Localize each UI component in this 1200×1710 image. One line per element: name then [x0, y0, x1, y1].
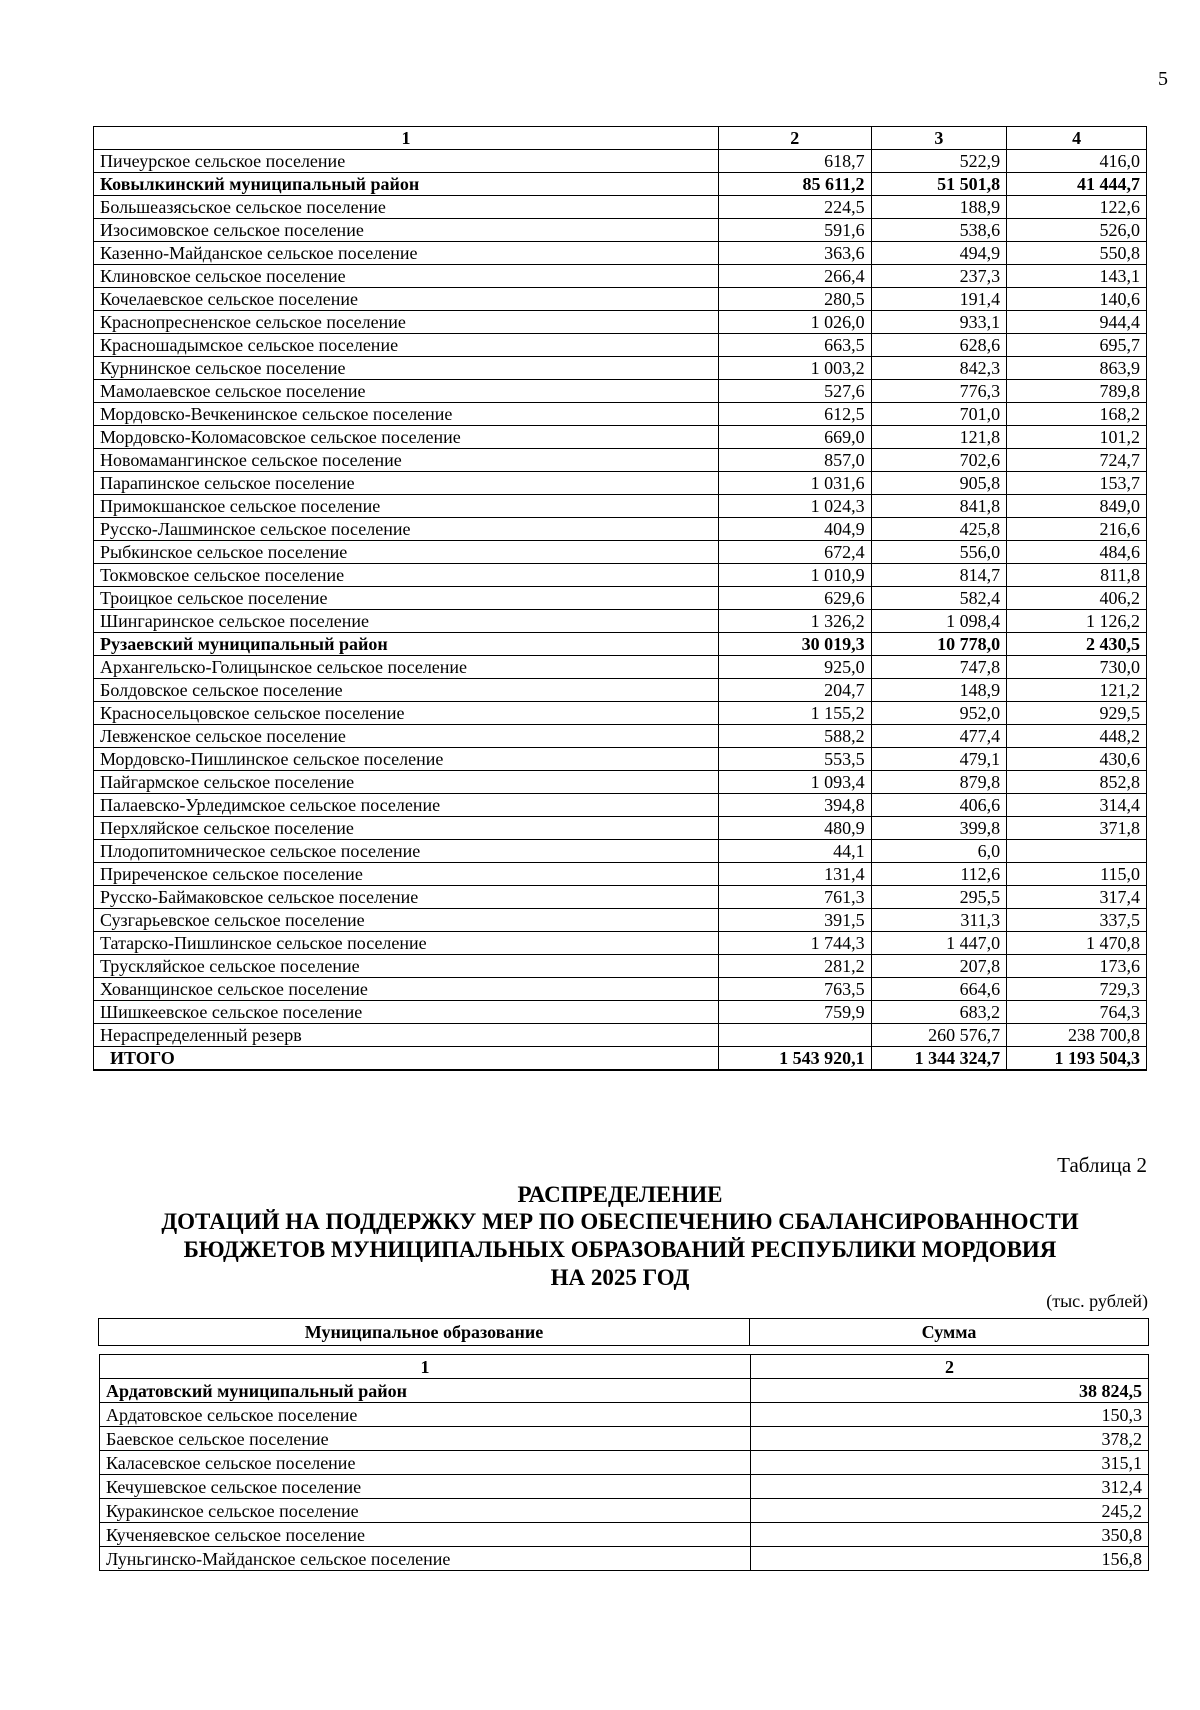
table-row — [100, 1403, 1149, 1427]
value-cell-3: 311,3 — [871, 909, 1007, 932]
units-note: (тыс. рублей) — [1046, 1291, 1148, 1311]
municipality-cell: Нераспределенный резерв — [94, 1024, 719, 1047]
table-row — [100, 1475, 1149, 1499]
value-cell-3: 295,5 — [871, 886, 1007, 909]
balance-subsidy-table — [99, 1354, 1149, 1571]
table1-header-row — [94, 127, 1147, 150]
value-cell-2: 224,5 — [719, 196, 872, 219]
value-cell-3: 188,9 — [871, 196, 1007, 219]
table-row — [100, 1427, 1149, 1451]
table2-header-row — [99, 1319, 1149, 1346]
value-cell-3: 747,8 — [871, 656, 1007, 679]
municipality-cell: Кочелаевское сельское поселение — [94, 288, 719, 311]
municipality-cell: Русско-Баймаковское сельское поселение — [94, 886, 719, 909]
table-row — [94, 150, 1147, 173]
municipality-cell: Троицкое сельское поселение — [94, 587, 719, 610]
value-cell-2 — [719, 1024, 872, 1047]
value-cell-4: 695,7 — [1007, 334, 1147, 357]
table-row — [94, 748, 1147, 771]
value-cell-3: 683,2 — [871, 1001, 1007, 1024]
value-cell-3: 1 098,4 — [871, 610, 1007, 633]
municipality-cell: Казенно-Майданское сельское поселение — [94, 242, 719, 265]
municipality-cell: Мордовско-Вечкенинское сельское поселение — [94, 403, 719, 426]
value-cell-3: 841,8 — [871, 495, 1007, 518]
value-cell-4: 140,6 — [1007, 288, 1147, 311]
sum-cell: 245,2 — [751, 1499, 1149, 1523]
value-cell-4: 314,4 — [1007, 794, 1147, 817]
value-cell-2: 663,5 — [719, 334, 872, 357]
sum-cell: 378,2 — [751, 1427, 1149, 1451]
value-cell-4: 416,0 — [1007, 150, 1147, 173]
value-cell-4: 371,8 — [1007, 817, 1147, 840]
value-cell-2: 131,4 — [719, 863, 872, 886]
value-cell-3: 842,3 — [871, 357, 1007, 380]
value-cell-4: 730,0 — [1007, 656, 1147, 679]
table-title-line-1: РАСПРЕДЕЛЕНИЕ — [517, 1182, 723, 1207]
value-cell-2: 591,6 — [719, 219, 872, 242]
value-cell-4: 430,6 — [1007, 748, 1147, 771]
table-row — [94, 173, 1147, 196]
municipality-cell: Шишкеевское сельское поселение — [94, 1001, 719, 1024]
municipality-cell: Хованщинское сельское поселение — [94, 978, 719, 1001]
value-cell-4: 1 126,2 — [1007, 610, 1147, 633]
value-cell-4: 484,6 — [1007, 541, 1147, 564]
value-cell-2: 30 019,3 — [719, 633, 872, 656]
value-cell-2: 44,1 — [719, 840, 872, 863]
value-cell-3: 148,9 — [871, 679, 1007, 702]
value-cell-3: 776,3 — [871, 380, 1007, 403]
value-cell-3: 494,9 — [871, 242, 1007, 265]
table-row — [94, 794, 1147, 817]
table-row — [94, 403, 1147, 426]
value-cell-4: 526,0 — [1007, 219, 1147, 242]
value-cell-4: 849,0 — [1007, 495, 1147, 518]
table-row — [94, 955, 1147, 978]
column-number-4: 4 — [1007, 127, 1147, 150]
value-cell-4: 406,2 — [1007, 587, 1147, 610]
municipality-cell: ИТОГО — [94, 1047, 719, 1071]
municipality-cell: Мамолаевское сельское поселение — [94, 380, 719, 403]
value-cell-4: 863,9 — [1007, 357, 1147, 380]
table-row — [94, 449, 1147, 472]
value-cell-3: 260 576,7 — [871, 1024, 1007, 1047]
municipality-cell: Татарско-Пишлинское сельское поселение — [94, 932, 719, 955]
value-cell-3: 1 344 324,7 — [871, 1047, 1007, 1071]
value-cell-2: 363,6 — [719, 242, 872, 265]
table-row — [100, 1499, 1149, 1523]
municipality-cell: Примокшанское сельское поселение — [94, 495, 719, 518]
value-cell-2: 391,5 — [719, 909, 872, 932]
municipality-cell: Левженское сельское поселение — [94, 725, 719, 748]
table-row — [94, 932, 1147, 955]
value-cell-4: 764,3 — [1007, 1001, 1147, 1024]
table-row — [94, 311, 1147, 334]
table-row — [94, 541, 1147, 564]
municipality-cell: Перхляйское сельское поселение — [94, 817, 719, 840]
value-cell-2: 1 024,3 — [719, 495, 872, 518]
value-cell-3: 51 501,8 — [871, 173, 1007, 196]
value-cell-4: 811,8 — [1007, 564, 1147, 587]
value-cell-4 — [1007, 840, 1147, 863]
value-cell-2: 618,7 — [719, 150, 872, 173]
value-cell-3: 556,0 — [871, 541, 1007, 564]
municipality-cell: Приреченское сельское поселение — [94, 863, 719, 886]
value-cell-3: 522,9 — [871, 150, 1007, 173]
value-cell-4: 852,8 — [1007, 771, 1147, 794]
value-cell-3: 425,8 — [871, 518, 1007, 541]
table-row — [94, 357, 1147, 380]
value-cell-2: 1 093,4 — [719, 771, 872, 794]
table-row — [100, 1523, 1149, 1547]
table-row — [94, 426, 1147, 449]
value-cell-3: 477,4 — [871, 725, 1007, 748]
municipality-cell: Мордовско-Пишлинское сельское поселение — [94, 748, 719, 771]
value-cell-2: 85 611,2 — [719, 173, 872, 196]
value-cell-3: 6,0 — [871, 840, 1007, 863]
table-row — [94, 196, 1147, 219]
value-cell-2: 527,6 — [719, 380, 872, 403]
value-cell-4: 238 700,8 — [1007, 1024, 1147, 1047]
table-row — [94, 518, 1147, 541]
value-cell-4: 41 444,7 — [1007, 173, 1147, 196]
value-cell-4: 944,4 — [1007, 311, 1147, 334]
table-row — [94, 472, 1147, 495]
table-row — [94, 610, 1147, 633]
municipality-cell: Трускляйское сельское поселение — [94, 955, 719, 978]
table-row — [94, 633, 1147, 656]
sum-cell: 150,3 — [751, 1403, 1149, 1427]
table-row — [94, 564, 1147, 587]
municipality-cell: Большеазясьское сельское поселение — [94, 196, 719, 219]
table2-body — [100, 1355, 1149, 1571]
municipality-cell: Токмовское сельское поселение — [94, 564, 719, 587]
table-row — [94, 725, 1147, 748]
value-cell-4: 143,1 — [1007, 265, 1147, 288]
value-cell-3: 701,0 — [871, 403, 1007, 426]
distribution-table-continued — [93, 126, 1147, 1071]
table-row — [94, 840, 1147, 863]
value-cell-4: 168,2 — [1007, 403, 1147, 426]
column-number-1: 1 — [94, 127, 719, 150]
municipality-cell: Ковылкинский муниципальный район — [94, 173, 719, 196]
value-cell-4: 122,6 — [1007, 196, 1147, 219]
municipality-cell: Краснопресненское сельское поселение — [94, 311, 719, 334]
table-title-line-2: ДОТАЦИЙ НА ПОДДЕРЖКУ МЕР ПО ОБЕСПЕЧЕНИЮ СБАЛАНСИРОВАННОСТИ — [161, 1209, 1079, 1234]
municipality-cell: Луньгинско-Майданское сельское поселение — [100, 1547, 751, 1571]
value-cell-4: 115,0 — [1007, 863, 1147, 886]
value-cell-2: 266,4 — [719, 265, 872, 288]
value-cell-2: 281,2 — [719, 955, 872, 978]
value-cell-4: 550,8 — [1007, 242, 1147, 265]
value-cell-2: 761,3 — [719, 886, 872, 909]
municipality-cell: Сузгарьевское сельское поселение — [94, 909, 719, 932]
value-cell-2: 394,8 — [719, 794, 872, 817]
page-number: 5 — [1158, 68, 1168, 90]
table-row — [94, 334, 1147, 357]
value-cell-4: 789,8 — [1007, 380, 1147, 403]
table2-column-headers — [98, 1318, 1149, 1346]
value-cell-4: 317,4 — [1007, 886, 1147, 909]
value-cell-2: 612,5 — [719, 403, 872, 426]
table-row — [94, 978, 1147, 1001]
municipality-cell: Пичеурское сельское поселение — [94, 150, 719, 173]
column-header-municipality: Муниципальное образование — [99, 1319, 750, 1346]
value-cell-3: 664,6 — [871, 978, 1007, 1001]
table-row — [94, 1001, 1147, 1024]
value-cell-2: 1 326,2 — [719, 610, 872, 633]
value-cell-3: 121,8 — [871, 426, 1007, 449]
column-number-2: 2 — [719, 127, 872, 150]
table-row — [94, 587, 1147, 610]
table-row — [94, 771, 1147, 794]
value-cell-4: 337,5 — [1007, 909, 1147, 932]
municipality-cell: Красносельцовское сельское поселение — [94, 702, 719, 725]
municipality-cell: Ардатовское сельское поселение — [100, 1403, 751, 1427]
value-cell-3: 879,8 — [871, 771, 1007, 794]
value-cell-2: 280,5 — [719, 288, 872, 311]
column-number-1: 1 — [100, 1355, 751, 1379]
value-cell-4: 121,2 — [1007, 679, 1147, 702]
municipality-cell: Изосимовское сельское поселение — [94, 219, 719, 242]
municipality-cell: Куракинское сельское поселение — [100, 1499, 751, 1523]
value-cell-3: 538,6 — [871, 219, 1007, 242]
table-row — [100, 1379, 1149, 1403]
value-cell-2: 763,5 — [719, 978, 872, 1001]
sum-cell: 38 824,5 — [751, 1379, 1149, 1403]
table-row — [94, 1024, 1147, 1047]
table1-body — [94, 127, 1147, 1071]
table-title-line-3: БЮДЖЕТОВ МУНИЦИПАЛЬНЫХ ОБРАЗОВАНИЙ РЕСПУБЛИКИ МОРДОВИЯ — [183, 1237, 1057, 1262]
sum-cell: 312,4 — [751, 1475, 1149, 1499]
value-cell-3: 1 447,0 — [871, 932, 1007, 955]
municipality-cell: Каласевское сельское поселение — [100, 1451, 751, 1475]
table-row — [94, 702, 1147, 725]
municipality-cell: Рузаевский муниципальный район — [94, 633, 719, 656]
value-cell-4: 153,7 — [1007, 472, 1147, 495]
value-cell-2: 1 010,9 — [719, 564, 872, 587]
column-number-2: 2 — [751, 1355, 1149, 1379]
value-cell-4: 448,2 — [1007, 725, 1147, 748]
value-cell-2: 857,0 — [719, 449, 872, 472]
value-cell-4: 729,3 — [1007, 978, 1147, 1001]
municipality-cell: Рыбкинское сельское поселение — [94, 541, 719, 564]
table-row — [100, 1547, 1149, 1571]
value-cell-2: 588,2 — [719, 725, 872, 748]
municipality-cell: Кечушевское сельское поселение — [100, 1475, 751, 1499]
value-cell-2: 925,0 — [719, 656, 872, 679]
municipality-cell: Ардатовский муниципальный район — [100, 1379, 751, 1403]
sum-cell: 156,8 — [751, 1547, 1149, 1571]
value-cell-2: 672,4 — [719, 541, 872, 564]
value-cell-2: 1 003,2 — [719, 357, 872, 380]
value-cell-3: 702,6 — [871, 449, 1007, 472]
value-cell-3: 814,7 — [871, 564, 1007, 587]
sum-cell: 350,8 — [751, 1523, 1149, 1547]
value-cell-2: 204,7 — [719, 679, 872, 702]
municipality-cell: Русско-Лашминское сельское поселение — [94, 518, 719, 541]
value-cell-3: 933,1 — [871, 311, 1007, 334]
table-title-line-4: НА 2025 ГОД — [550, 1265, 690, 1290]
value-cell-2: 1 026,0 — [719, 311, 872, 334]
municipality-cell: Мордовско-Коломасовское сельское поселение — [94, 426, 719, 449]
table-row — [94, 817, 1147, 840]
value-cell-4: 1 193 504,3 — [1007, 1047, 1147, 1071]
table-row — [94, 219, 1147, 242]
value-cell-2: 553,5 — [719, 748, 872, 771]
value-cell-4: 101,2 — [1007, 426, 1147, 449]
value-cell-4: 1 470,8 — [1007, 932, 1147, 955]
value-cell-4: 216,6 — [1007, 518, 1147, 541]
municipality-cell: Архангельско-Голицынское сельское поселение — [94, 656, 719, 679]
municipality-cell: Красношадымское сельское поселение — [94, 334, 719, 357]
table-row — [100, 1451, 1149, 1475]
municipality-cell: Баевское сельское поселение — [100, 1427, 751, 1451]
value-cell-3: 952,0 — [871, 702, 1007, 725]
table-row — [94, 288, 1147, 311]
value-cell-3: 479,1 — [871, 748, 1007, 771]
value-cell-3: 237,3 — [871, 265, 1007, 288]
column-header-sum: Сумма — [750, 1319, 1149, 1346]
municipality-cell: Клиновское сельское поселение — [94, 265, 719, 288]
value-cell-3: 207,8 — [871, 955, 1007, 978]
table2-number-row — [100, 1355, 1149, 1379]
municipality-cell: Курнинское сельское поселение — [94, 357, 719, 380]
table-row — [94, 380, 1147, 403]
municipality-cell: Кученяевское сельское поселение — [100, 1523, 751, 1547]
table-row — [94, 863, 1147, 886]
table-label: Таблица 2 — [1057, 1153, 1147, 1177]
value-cell-4: 173,6 — [1007, 955, 1147, 978]
value-cell-2: 1 744,3 — [719, 932, 872, 955]
table-row — [94, 656, 1147, 679]
value-cell-3: 112,6 — [871, 863, 1007, 886]
table-row — [94, 886, 1147, 909]
table-row — [94, 495, 1147, 518]
municipality-cell: Болдовское сельское поселение — [94, 679, 719, 702]
value-cell-3: 628,6 — [871, 334, 1007, 357]
column-number-3: 3 — [871, 127, 1007, 150]
value-cell-3: 406,6 — [871, 794, 1007, 817]
municipality-cell: Новомамангинское сельское поселение — [94, 449, 719, 472]
municipality-cell: Пайгармское сельское поселение — [94, 771, 719, 794]
table-row — [94, 265, 1147, 288]
municipality-cell: Парапинское сельское поселение — [94, 472, 719, 495]
value-cell-2: 480,9 — [719, 817, 872, 840]
value-cell-3: 191,4 — [871, 288, 1007, 311]
value-cell-2: 759,9 — [719, 1001, 872, 1024]
value-cell-4: 2 430,5 — [1007, 633, 1147, 656]
value-cell-2: 404,9 — [719, 518, 872, 541]
municipality-cell: Шингаринское сельское поселение — [94, 610, 719, 633]
value-cell-2: 1 155,2 — [719, 702, 872, 725]
value-cell-3: 905,8 — [871, 472, 1007, 495]
value-cell-3: 10 778,0 — [871, 633, 1007, 656]
value-cell-2: 629,6 — [719, 587, 872, 610]
value-cell-2: 1 031,6 — [719, 472, 872, 495]
table-row — [94, 1047, 1147, 1071]
value-cell-2: 669,0 — [719, 426, 872, 449]
table-row — [94, 679, 1147, 702]
value-cell-2: 1 543 920,1 — [719, 1047, 872, 1071]
value-cell-3: 399,8 — [871, 817, 1007, 840]
value-cell-3: 582,4 — [871, 587, 1007, 610]
sum-cell: 315,1 — [751, 1451, 1149, 1475]
table-row — [94, 909, 1147, 932]
municipality-cell: Плодопитомническое сельское поселение — [94, 840, 719, 863]
municipality-cell: Палаевско-Урледимское сельское поселение — [94, 794, 719, 817]
value-cell-4: 929,5 — [1007, 702, 1147, 725]
table-row — [94, 242, 1147, 265]
value-cell-4: 724,7 — [1007, 449, 1147, 472]
